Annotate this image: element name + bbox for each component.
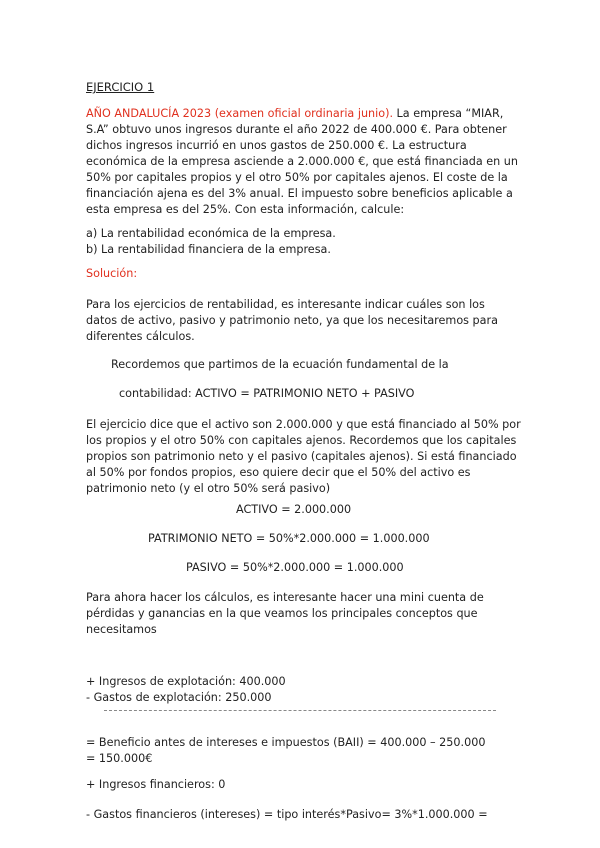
pasivo-value: PASIVO = 50%*2.000.000 = 1.000.000 (186, 561, 404, 574)
account-intro-line-1: Para ahora hacer los cálculos, es interesante hacer una mini cuenta de (86, 591, 484, 604)
baii-line-2: = 150.000€ (86, 752, 153, 765)
patrimonio-neto-value: PATRIMONIO NETO = 50%*2.000.000 = 1.000.000 (148, 532, 430, 545)
solution-label: Solución: (86, 267, 138, 280)
intro-line-3: diferentes cálculos. (86, 330, 195, 343)
account-intro-line-2: pérdidas y ganancias en la que veamos los principales conceptos que (86, 607, 478, 620)
intro-line-2: datos de activo, pasivo y patrimonio neto, ya que los necesitaremos para (86, 314, 498, 327)
statement-line-1: AÑO ANDALUCÍA 2023 (examen oficial ordinaria junio). La empresa “MIAR, (86, 107, 504, 120)
explanation-line-1: El ejercicio dice que el activo son 2.000.000 y que está financiado al 50% por (86, 418, 521, 431)
account-intro-line-3: necesitamos (86, 623, 157, 636)
separator-line (104, 710, 496, 711)
gastos-financieros: - Gastos financieros (intereses) = tipo interés*Pasivo= 3%*1.000.000 = (86, 808, 488, 821)
equation-line-2: contabilidad: ACTIVO = PATRIMONIO NETO + PASIVO (119, 387, 415, 400)
statement-line-6: financiación ajena es del 3% anual. El impuesto sobre beneficios aplicable a (86, 187, 513, 200)
statement-line-2: S.A” obtuvo unos ingresos durante el año 2022 de 400.000 €. Para obtener (86, 123, 507, 136)
explanation-line-5: patrimonio neto (y el otro 50% será pasivo) (86, 482, 331, 495)
intro-line-1: Para los ejercicios de rentabilidad, es interesante indicar cuáles son los (86, 298, 485, 311)
ingresos-explotacion: + Ingresos de explotación: 400.000 (86, 675, 286, 688)
explanation-line-3: propios son patrimonio neto y el pasivo (capitales ajenos). Si está financiado (86, 450, 517, 463)
gastos-explotacion: - Gastos de explotación: 250.000 (86, 691, 272, 704)
activo-value: ACTIVO = 2.000.000 (236, 503, 352, 516)
explanation-line-4: al 50% por fondos propios, eso quiere decir que el 50% del activo es (86, 466, 471, 479)
exam-source: AÑO ANDALUCÍA 2023 (examen oficial ordinaria junio). (86, 107, 393, 120)
explanation-line-2: los propios y el otro 50% con capitales ajenos. Recordemos que los capitales (86, 434, 517, 447)
statement-line-5: 50% por capitales propios y el otro 50% por capitales ajenos. El coste de la (86, 171, 508, 184)
exercise-title: EJERCICIO 1 (86, 80, 155, 94)
question-b: b) La rentabilidad financiera de la empresa. (86, 243, 331, 256)
equation-line-1: Recordemos que partimos de la ecuación fundamental de la (111, 358, 449, 371)
statement-line-7: esta empresa es del 25%. Con esta información, calcule: (86, 203, 405, 216)
ingresos-financieros: + Ingresos financieros: 0 (86, 778, 226, 791)
statement-line-4: económica de la empresa asciende a 2.000.000 €, que está financiada en un (86, 155, 518, 168)
baii-line-1: = Beneficio antes de intereses e impuestos (BAII) = 400.000 – 250.000 (86, 736, 486, 749)
statement-line-3: dichos ingresos incurrió en unos gastos de 250.000 €. La estructura (86, 139, 467, 152)
question-a: a) La rentabilidad económica de la empresa. (86, 227, 336, 240)
